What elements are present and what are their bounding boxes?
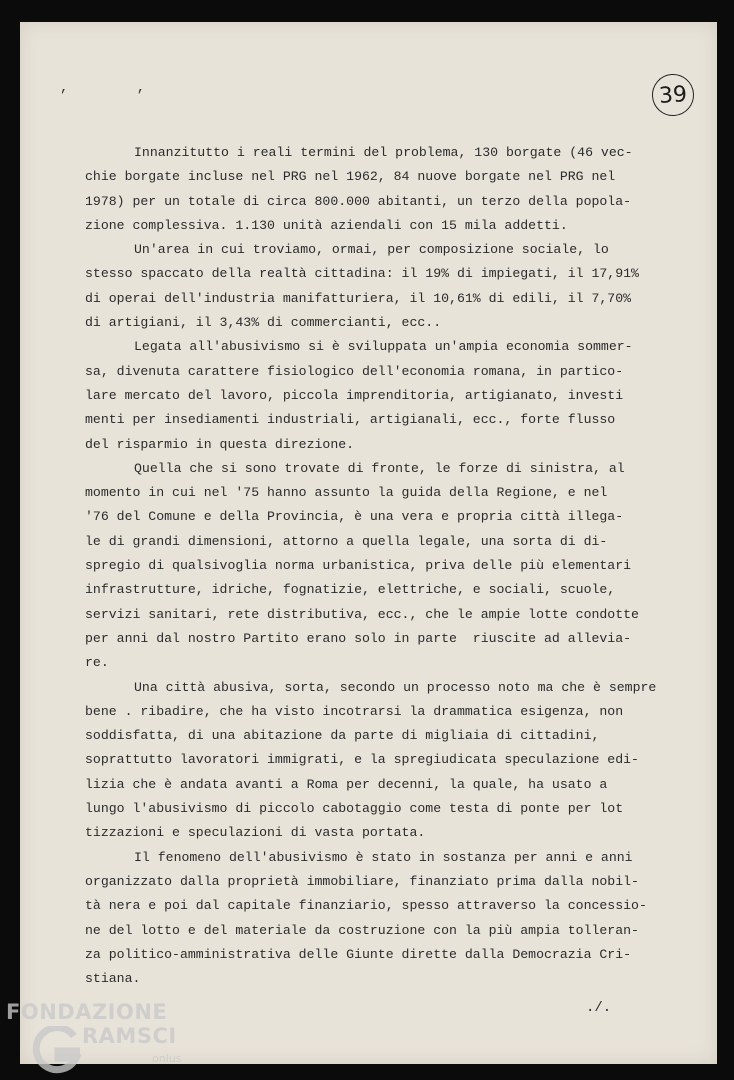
watermark-line3: onlus	[152, 1052, 182, 1065]
stray-marks: , ,	[60, 80, 176, 96]
text-line: tà nera e poi dal capitale finanziario, spesso attraverso la concessio-	[85, 898, 647, 914]
text-line: infrastrutture, idriche, fognatizie, elettriche, e sociali, scuole,	[85, 582, 616, 598]
text-line: momento in cui nel '75 hanno assunto la guida della Regione, e nel	[85, 485, 608, 501]
text-line: ne del lotto e del materiale da costruzione con la più ampia tolleran-	[85, 922, 639, 938]
gramsci-g-logo-icon	[28, 1026, 86, 1074]
text-line: Un'area in cui troviamo, ormai, per composizione sociale, lo	[134, 242, 609, 258]
text-line: Una città abusiva, sorta, secondo un processo noto ma che è sempre	[134, 679, 657, 695]
text-line: menti per insediamenti industriali, artigianali, ecc., forte flusso	[85, 412, 616, 428]
text-line: soprattutto lavoratori immigrati, e la spregiudicata speculazione edi-	[85, 752, 639, 768]
text-line: sa, divenuta carattere fisiologico dell'economia romana, in partico-	[85, 363, 624, 379]
text-line: di operai dell'industria manifatturiera, il 10,61% di edili, il 7,70%	[85, 290, 632, 306]
text-line: Quella che si sono trovate di fronte, le forze di sinistra, al	[134, 460, 625, 476]
text-line: za politico-amministrativa delle Giunte dirette dalla Democrazia Cri-	[85, 946, 632, 962]
text-line: 1978) per un totale di circa 800.000 abitanti, un terzo della popola-	[85, 193, 632, 209]
text-line: organizzato dalla proprietà immobiliare, finanziato prima dalla nobil-	[85, 873, 639, 889]
typed-body-text	[85, 141, 660, 991]
text-line: '76 del Comune e della Provincia, è una vera e propria città illega-	[85, 509, 624, 525]
handwritten-page-number: 39	[651, 73, 696, 118]
text-line: tizzazioni e speculazioni di vasta portata.	[85, 825, 426, 841]
text-line: stesso spaccato della realtà cittadina: il 19% di impiegati, il 17,91%	[85, 266, 639, 282]
text-line: di artigiani, il 3,43% di commercianti, ecc..	[85, 315, 442, 331]
text-line: lizia che è andata avanti a Roma per decenni, la quale, ha usato a	[85, 776, 608, 792]
text-line: spregio di qualsivoglia norma urbanistica, priva delle più elementari	[85, 558, 632, 574]
text-line: zione complessiva. 1.130 unità aziendali con 15 mila addetti.	[85, 217, 568, 233]
text-line: Innanzitutto i reali termini del problema, 130 borgate (46 vec-	[134, 145, 633, 160]
text-line: le di grandi dimensioni, attorno a quella legale, una sorta di di-	[85, 533, 608, 549]
text-line: bene . ribadire, che ha visto incotrarsi la drammatica esigenza, non	[85, 703, 624, 719]
text-line: Legata all'abusivismo si è sviluppata un'ampia economia sommer-	[134, 339, 633, 355]
watermark-line1: FONDAZIONE	[6, 1000, 168, 1024]
fondazione-gramsci-watermark	[6, 1000, 196, 1075]
continuation-mark: ./.	[586, 1000, 612, 1016]
text-line: servizi sanitari, rete distributiva, ecc., che le ampie lotte condotte	[85, 606, 639, 622]
text-line: soddisfatta, di una abitazione da parte di migliaia di cittadini,	[85, 728, 600, 744]
text-line: lare mercato del lavoro, piccola imprenditoria, artigianato, investi	[85, 387, 624, 403]
text-line: chie borgate incluse nel PRG nel 1962, 84 nuove borgate nel PRG nel	[85, 169, 616, 185]
text-line: stiana.	[85, 971, 141, 987]
watermark-line2: RAMSCI	[82, 1024, 177, 1048]
text-line: per anni dal nostro Partito erano solo in parte riuscite ad allevia-	[85, 630, 632, 646]
text-line: del risparmio in questa direzione.	[85, 436, 355, 452]
text-line: lungo l'abusivismo di piccolo cabotaggio come testa di ponte per lot	[85, 801, 624, 817]
text-line: re.	[85, 655, 109, 671]
text-line: Il fenomeno dell'abusivismo è stato in sostanza per anni e anni	[134, 849, 633, 865]
